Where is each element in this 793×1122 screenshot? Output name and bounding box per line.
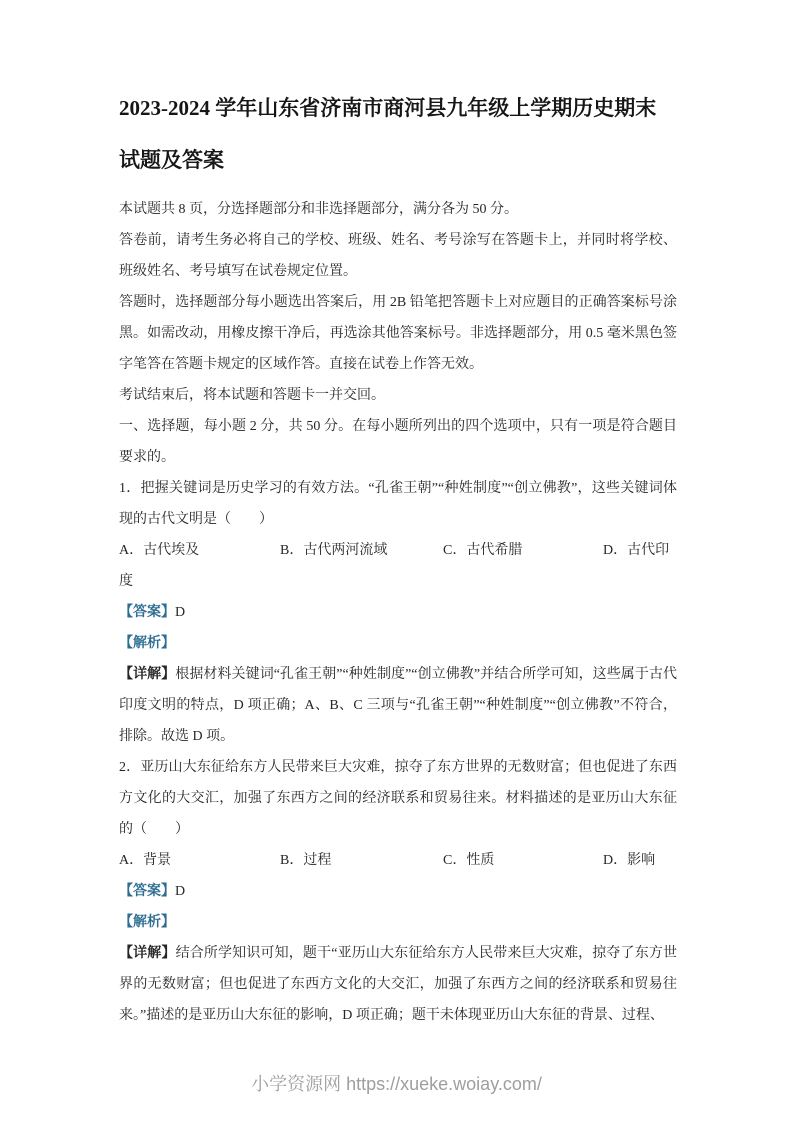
- analysis-label: 【解析】: [119, 915, 175, 930]
- analysis-line: [119, 628, 677, 659]
- intro-paragraph: 答题时，选择题部分每小题选出答案后，用 2B 铅笔把答题卡上对应题目的正确答案标号涂黑。如需改动，用橡皮擦干净后，再选涂其他答案标号。非选择题部分，用 0.5 毫米黑色签字笔答在答题卡规定的区域作答。直接在试卷上作答无效。: [119, 295, 677, 372]
- detail-text: 根据材料关键词“孔雀王朝”“种姓制度”“创立佛教”并结合所学可知，这些属于古代印度文明的特点，D 项正确；A、B、C 三项与“孔雀王朝”“种姓制度”“创立佛教”不符合，排除。故选 D 项。: [119, 667, 678, 744]
- option-d: D．影响: [603, 853, 656, 868]
- detail-label: 【详解】: [119, 946, 176, 961]
- section-heading: 一、选择题，每小题 2 分，共 50 分。在每小题所列出的四个选项中，只有一项是符合题目要求的。: [119, 419, 677, 465]
- intro-paragraph: 考试结束后，将本试题和答题卡一并交回。: [119, 388, 385, 403]
- answer-label: 【答案】: [119, 605, 175, 620]
- intro-paragraph: 答卷前，请考生务必将自己的学校、班级、姓名、考号涂写在答题卡上，并同时将学校、班级姓名、考号填写在试卷规定位置。: [119, 233, 677, 279]
- document-title: 2023-2024 学年山东省济南市商河县九年级上学期历史期末试题及答案: [119, 96, 657, 172]
- answer-label: 【答案】: [119, 884, 175, 899]
- analysis-label: 【解析】: [119, 636, 175, 651]
- answer-line: [119, 597, 677, 628]
- question-options: [119, 535, 677, 597]
- question-options: [119, 845, 677, 876]
- answer-value: D: [175, 884, 186, 899]
- question-block: [119, 752, 677, 1031]
- detail-text: 结合所学知识可知，题干“亚历山大东征给东方人民带来巨大灾难，掠夺了东方世界的无数财富；但也促进了东西方文化的大交汇，加强了东西方之间的经济联系和贸易往来。”描述的是亚历山大东征的影响，D 项正确；题干未体现亚历山大东征的背景、过程、: [119, 946, 677, 1023]
- question-stem: 1．把握关键词是历史学习的有效方法。“孔雀王朝”“种姓制度”“创立佛教”，这些关键词体现的古代文明是（ ）: [119, 481, 677, 527]
- analysis-line: [119, 907, 677, 938]
- option-a: A．古代埃及: [119, 543, 200, 558]
- footer-watermark: 小学资源网 https://xueke.woiay.com/: [251, 1074, 542, 1094]
- option-c: C．古代希腊: [443, 543, 523, 558]
- option-b: B．过程: [280, 853, 332, 868]
- option-b: B．古代两河流域: [280, 543, 388, 558]
- answer-line: [119, 876, 677, 907]
- detail-paragraph: [119, 938, 677, 1031]
- answer-value: D: [175, 605, 186, 620]
- option-d: D．古代印度: [119, 543, 670, 589]
- option-c: C．性质: [443, 853, 495, 868]
- option-a: A．背景: [119, 853, 172, 868]
- question-block: [119, 473, 677, 752]
- question-stem: 2．亚历山大东征给东方人民带来巨大灾难，掠夺了东方世界的无数财富；但也促进了东西方文化的大交汇，加强了东西方之间的经济联系和贸易往来。材料描述的是亚历山大东征的（ ）: [119, 760, 677, 837]
- intro-paragraph: 本试题共 8 页，分选择题部分和非选择题部分，满分各为 50 分。: [119, 202, 518, 217]
- detail-paragraph: [119, 659, 677, 752]
- detail-label: 【详解】: [119, 667, 176, 682]
